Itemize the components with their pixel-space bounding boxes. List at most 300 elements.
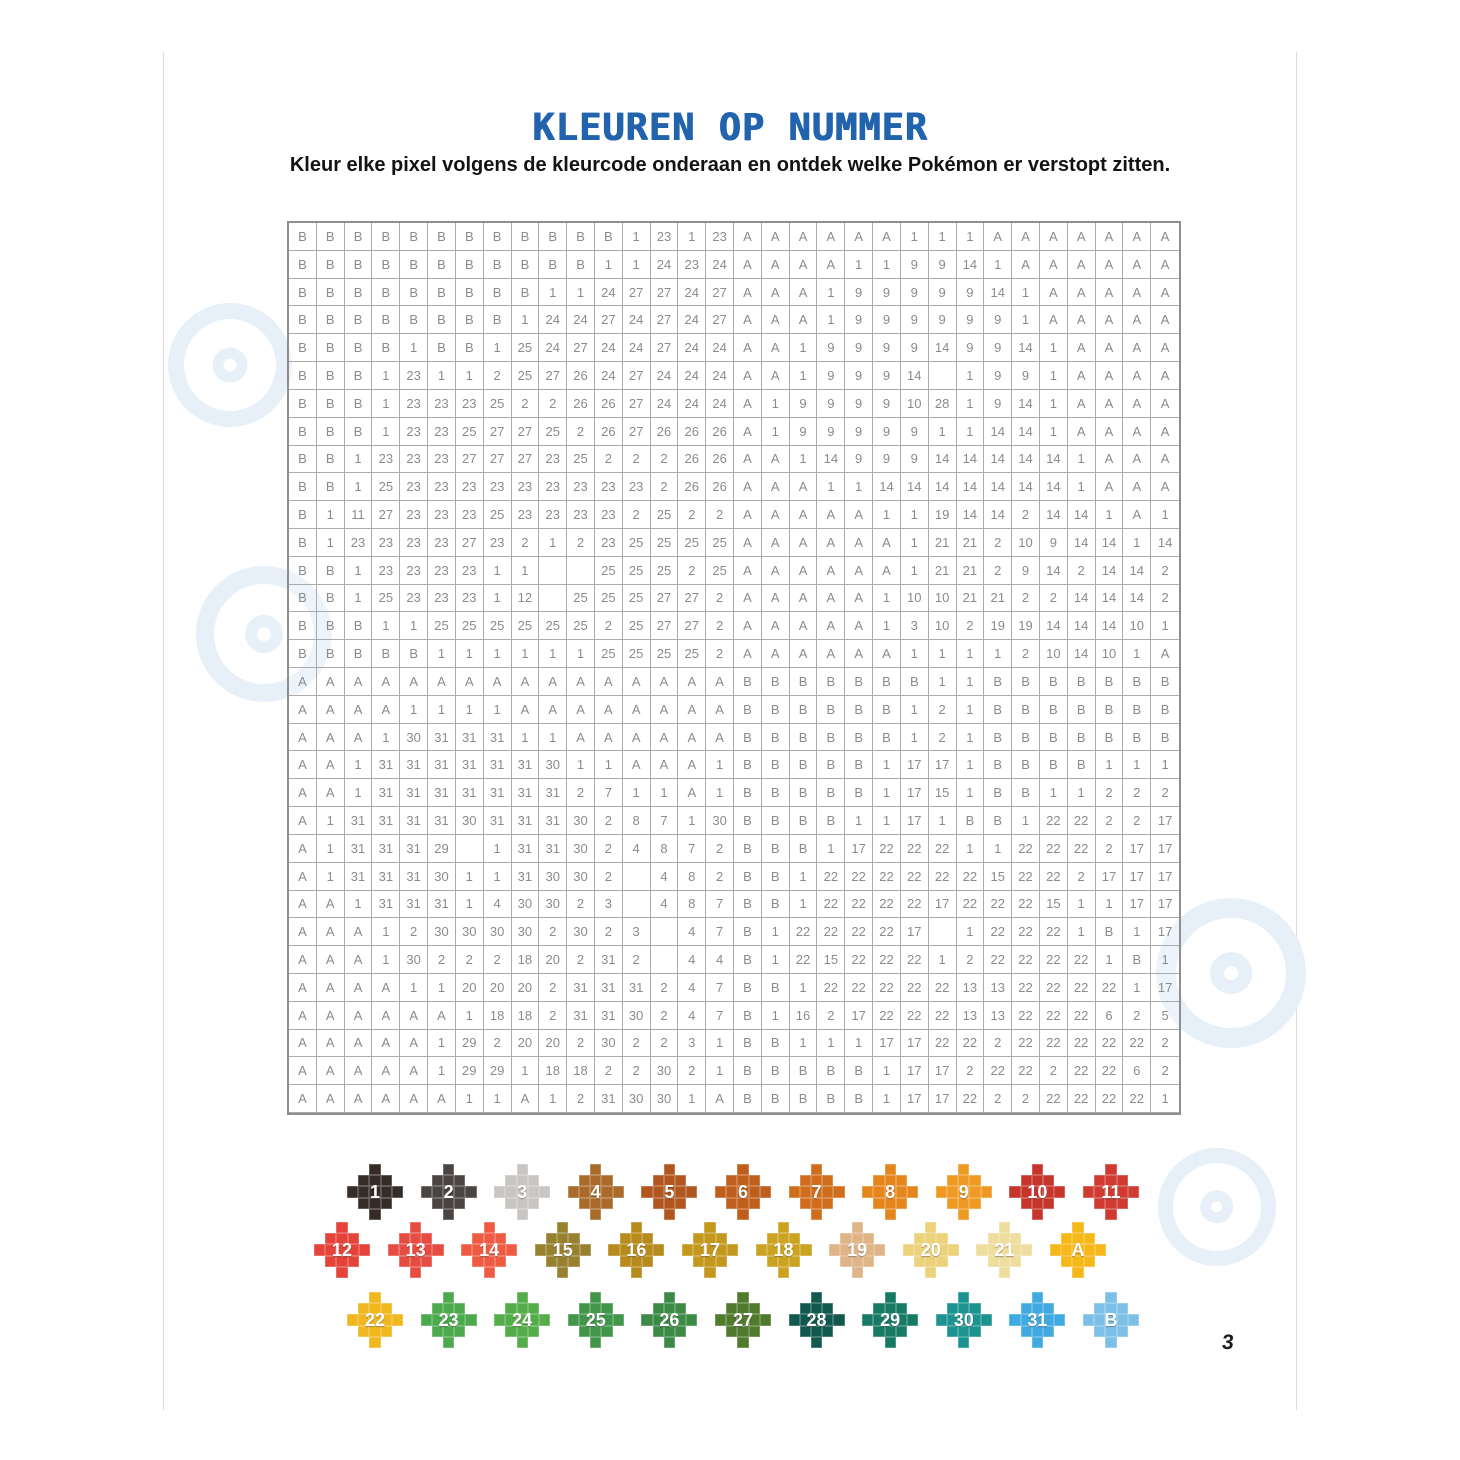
grid-cell[interactable]: 22	[845, 918, 873, 946]
grid-cell[interactable]: 23	[567, 501, 595, 529]
grid-cell[interactable]: 1	[957, 779, 985, 807]
grid-cell[interactable]: 25	[372, 473, 400, 501]
grid-cell[interactable]: 31	[512, 863, 540, 891]
grid-cell[interactable]: 27	[678, 612, 706, 640]
grid-cell[interactable]: 29	[484, 1057, 512, 1085]
grid-cell[interactable]: A	[762, 557, 790, 585]
grid-cell[interactable]: A	[317, 891, 345, 919]
grid-cell[interactable]: B	[1068, 668, 1096, 696]
grid-cell[interactable]: 1	[762, 390, 790, 418]
grid-cell[interactable]: 2	[651, 974, 679, 1002]
grid-cell[interactable]: 31	[428, 891, 456, 919]
grid-cell[interactable]: 1	[845, 1030, 873, 1058]
grid-cell[interactable]: 9	[984, 306, 1012, 334]
grid-cell[interactable]: 2	[1040, 1057, 1068, 1085]
grid-cell[interactable]: 9	[845, 306, 873, 334]
grid-cell[interactable]: 22	[1040, 807, 1068, 835]
grid-cell[interactable]: 31	[484, 779, 512, 807]
grid-cell[interactable]: 1	[957, 418, 985, 446]
grid-cell[interactable]: A	[762, 640, 790, 668]
grid-cell[interactable]: 2	[651, 1030, 679, 1058]
grid-cell[interactable]: 1	[957, 362, 985, 390]
grid-cell[interactable]: B	[456, 251, 484, 279]
grid-cell[interactable]: 1	[512, 1057, 540, 1085]
grid-cell[interactable]: 22	[929, 1002, 957, 1030]
grid-cell[interactable]: 31	[345, 835, 373, 863]
grid-cell[interactable]: 1	[428, 1057, 456, 1085]
grid-cell[interactable]: 1	[372, 918, 400, 946]
grid-cell[interactable]: 31	[539, 835, 567, 863]
grid-cell[interactable]: 1	[1096, 751, 1124, 779]
grid-cell[interactable]: B	[790, 668, 818, 696]
grid-cell[interactable]: 27	[623, 279, 651, 307]
grid-cell[interactable]: B	[400, 223, 428, 251]
grid-cell[interactable]: B	[289, 251, 317, 279]
grid-cell[interactable]: 22	[1040, 1030, 1068, 1058]
grid-cell[interactable]: B	[456, 334, 484, 362]
grid-cell[interactable]: 22	[1040, 863, 1068, 891]
grid-cell[interactable]: A	[790, 501, 818, 529]
grid-cell[interactable]: 30	[539, 863, 567, 891]
grid-cell[interactable]: A	[1123, 418, 1151, 446]
grid-cell[interactable]: A	[790, 612, 818, 640]
grid-cell[interactable]: A	[734, 612, 762, 640]
grid-cell[interactable]: 2	[567, 529, 595, 557]
grid-cell[interactable]: 1	[1096, 946, 1124, 974]
grid-cell[interactable]: 25	[651, 557, 679, 585]
legend-swatch-22[interactable]	[347, 1292, 403, 1348]
grid-cell[interactable]: A	[845, 612, 873, 640]
grid-cell[interactable]: A	[1068, 223, 1096, 251]
grid-cell[interactable]: 23	[595, 473, 623, 501]
grid-cell[interactable]: A	[428, 1002, 456, 1030]
grid-cell[interactable]: A	[1040, 223, 1068, 251]
grid-cell[interactable]: 14	[929, 446, 957, 474]
grid-cell[interactable]: B	[289, 279, 317, 307]
grid-cell[interactable]: 14	[984, 501, 1012, 529]
grid-cell[interactable]: A	[317, 1085, 345, 1113]
grid-cell[interactable]: 11	[345, 501, 373, 529]
grid-cell[interactable]: 1	[1040, 390, 1068, 418]
grid-cell[interactable]: 13	[984, 1002, 1012, 1030]
grid-cell[interactable]: 22	[873, 918, 901, 946]
legend-swatch-1[interactable]	[347, 1164, 403, 1220]
grid-cell[interactable]: 1	[929, 640, 957, 668]
grid-cell[interactable]: 14	[1040, 557, 1068, 585]
legend-swatch-31[interactable]	[1009, 1292, 1065, 1348]
grid-cell[interactable]: A	[400, 668, 428, 696]
grid-cell[interactable]: 1	[651, 779, 679, 807]
grid-cell[interactable]: B	[345, 362, 373, 390]
grid-cell[interactable]: B	[317, 251, 345, 279]
grid-cell[interactable]: 27	[651, 585, 679, 613]
grid-cell[interactable]: 24	[706, 251, 734, 279]
legend-swatch-23[interactable]	[421, 1292, 477, 1348]
grid-cell[interactable]: 23	[400, 529, 428, 557]
grid-cell[interactable]: B	[539, 223, 567, 251]
grid-cell[interactable]: 22	[873, 974, 901, 1002]
grid-cell[interactable]: 25	[623, 557, 651, 585]
grid-cell[interactable]: B	[1012, 696, 1040, 724]
grid-cell[interactable]: 21	[957, 529, 985, 557]
grid-cell[interactable]: 9	[845, 334, 873, 362]
grid-cell[interactable]: A	[289, 1057, 317, 1085]
grid-cell[interactable]: B	[790, 1085, 818, 1113]
grid-cell[interactable]: A	[345, 1030, 373, 1058]
grid-cell[interactable]: B	[289, 501, 317, 529]
grid-cell[interactable]: 27	[456, 446, 484, 474]
grid-cell[interactable]: A	[651, 724, 679, 752]
grid-cell[interactable]: 2	[1040, 585, 1068, 613]
grid-cell[interactable]: 2	[428, 946, 456, 974]
grid-cell[interactable]: A	[623, 696, 651, 724]
grid-cell[interactable]: B	[372, 306, 400, 334]
grid-cell[interactable]: 1	[1123, 918, 1151, 946]
grid-cell[interactable]: 17	[1151, 807, 1179, 835]
grid-cell[interactable]: A	[762, 612, 790, 640]
grid-cell[interactable]: 31	[428, 807, 456, 835]
grid-cell[interactable]: 24	[595, 279, 623, 307]
grid-cell[interactable]: 14	[984, 446, 1012, 474]
grid-cell[interactable]: 17	[901, 1057, 929, 1085]
grid-cell[interactable]: A	[817, 612, 845, 640]
grid-cell[interactable]: 27	[706, 279, 734, 307]
grid-cell[interactable]: 31	[372, 863, 400, 891]
grid-cell[interactable]: A	[1012, 251, 1040, 279]
grid-cell[interactable]: A	[289, 696, 317, 724]
legend-swatch-B[interactable]	[1083, 1292, 1139, 1348]
grid-cell[interactable]: A	[706, 696, 734, 724]
grid-cell[interactable]: 1	[484, 334, 512, 362]
grid-cell[interactable]: 1	[678, 807, 706, 835]
grid-cell[interactable]: 23	[400, 585, 428, 613]
grid-cell[interactable]: B	[317, 612, 345, 640]
grid-cell[interactable]: 22	[957, 891, 985, 919]
grid-cell[interactable]: A	[790, 529, 818, 557]
grid-cell[interactable]: 9	[957, 279, 985, 307]
grid-cell[interactable]: 17	[1151, 974, 1179, 1002]
grid-cell[interactable]: 1	[567, 640, 595, 668]
grid-cell[interactable]: 2	[567, 1085, 595, 1113]
grid-cell[interactable]: A	[817, 529, 845, 557]
grid-cell[interactable]: 24	[567, 306, 595, 334]
grid-cell[interactable]: 17	[901, 1030, 929, 1058]
grid-cell[interactable]: 9	[873, 362, 901, 390]
grid-cell[interactable]: 1	[1068, 446, 1096, 474]
grid-cell[interactable]: 27	[706, 306, 734, 334]
grid-cell[interactable]: 14	[1012, 334, 1040, 362]
grid-cell[interactable]: 24	[651, 251, 679, 279]
grid-cell[interactable]: 31	[400, 835, 428, 863]
grid-cell[interactable]: 9	[845, 446, 873, 474]
grid-cell[interactable]: 26	[706, 418, 734, 446]
grid-cell[interactable]: 25	[456, 612, 484, 640]
grid-cell[interactable]: 1	[512, 306, 540, 334]
grid-cell[interactable]: 9	[901, 279, 929, 307]
grid-cell[interactable]: 13	[957, 1002, 985, 1030]
grid-cell[interactable]: 14	[1040, 612, 1068, 640]
grid-cell[interactable]: A	[790, 279, 818, 307]
grid-cell[interactable]: 22	[929, 1030, 957, 1058]
grid-cell[interactable]: B	[817, 724, 845, 752]
grid-cell[interactable]: 1	[539, 529, 567, 557]
grid-cell[interactable]: 31	[372, 807, 400, 835]
grid-cell[interactable]: B	[289, 585, 317, 613]
legend-swatch-11[interactable]	[1083, 1164, 1139, 1220]
grid-cell[interactable]: 25	[623, 612, 651, 640]
grid-cell[interactable]: 9	[817, 418, 845, 446]
grid-cell[interactable]: 1	[595, 751, 623, 779]
grid-cell[interactable]: 25	[678, 640, 706, 668]
grid-cell[interactable]: A	[762, 223, 790, 251]
grid-cell[interactable]: 14	[957, 251, 985, 279]
grid-cell[interactable]: 30	[567, 835, 595, 863]
grid-cell[interactable]: B	[289, 473, 317, 501]
grid-cell[interactable]: 1	[539, 1085, 567, 1113]
grid-cell[interactable]: 2	[595, 807, 623, 835]
grid-cell[interactable]: 14	[1068, 640, 1096, 668]
grid-cell[interactable]: 1	[957, 668, 985, 696]
grid-cell[interactable]: B	[734, 891, 762, 919]
grid-cell[interactable]: A	[734, 362, 762, 390]
grid-cell[interactable]: B	[873, 696, 901, 724]
grid-cell[interactable]: A	[567, 696, 595, 724]
grid-cell[interactable]: 9	[817, 334, 845, 362]
grid-cell[interactable]: B	[317, 334, 345, 362]
grid-cell[interactable]: A	[762, 334, 790, 362]
grid-cell[interactable]: A	[762, 251, 790, 279]
grid-cell[interactable]: B	[873, 724, 901, 752]
grid-cell[interactable]: 22	[1040, 835, 1068, 863]
grid-cell[interactable]: 27	[623, 390, 651, 418]
grid-cell[interactable]: 17	[901, 918, 929, 946]
grid-cell[interactable]: 2	[539, 918, 567, 946]
grid-cell[interactable]: 2	[929, 724, 957, 752]
grid-cell[interactable]: A	[762, 529, 790, 557]
grid-cell[interactable]: A	[817, 640, 845, 668]
grid-cell[interactable]: 22	[817, 974, 845, 1002]
grid-cell[interactable]: 14	[1012, 390, 1040, 418]
grid-cell[interactable]: 30	[456, 918, 484, 946]
grid-cell[interactable]: 1	[456, 640, 484, 668]
grid-cell[interactable]: 27	[539, 362, 567, 390]
grid-cell[interactable]: 22	[984, 946, 1012, 974]
grid-cell[interactable]: 23	[428, 446, 456, 474]
grid-cell[interactable]: 22	[1040, 946, 1068, 974]
grid-cell[interactable]: B	[456, 223, 484, 251]
grid-cell[interactable]: 10	[1012, 529, 1040, 557]
grid-cell[interactable]: 2	[567, 1030, 595, 1058]
grid-cell[interactable]: 23	[428, 418, 456, 446]
legend-swatch-10[interactable]	[1009, 1164, 1065, 1220]
grid-cell[interactable]: 9	[845, 418, 873, 446]
legend-swatch-21[interactable]	[976, 1222, 1032, 1278]
grid-cell[interactable]: 27	[651, 279, 679, 307]
grid-cell[interactable]: 2	[651, 473, 679, 501]
grid-cell[interactable]: 4	[651, 891, 679, 919]
grid-cell[interactable]: 31	[428, 779, 456, 807]
grid-cell[interactable]: B	[428, 251, 456, 279]
grid-cell[interactable]: 31	[567, 974, 595, 1002]
grid-cell[interactable]: 17	[929, 1057, 957, 1085]
grid-cell[interactable]: 25	[595, 557, 623, 585]
grid-cell[interactable]: 1	[400, 612, 428, 640]
grid-cell[interactable]: 27	[512, 446, 540, 474]
grid-cell[interactable]: 26	[567, 390, 595, 418]
grid-cell[interactable]: 2	[1012, 640, 1040, 668]
grid-cell[interactable]: B	[317, 223, 345, 251]
grid-cell[interactable]: A	[345, 1057, 373, 1085]
legend-swatch-25[interactable]	[568, 1292, 624, 1348]
grid-cell[interactable]: 2	[984, 1085, 1012, 1113]
grid-cell[interactable]: 27	[372, 501, 400, 529]
grid-cell[interactable]: 25	[651, 640, 679, 668]
grid-cell[interactable]: 22	[845, 946, 873, 974]
grid-cell[interactable]: 24	[678, 279, 706, 307]
grid-cell[interactable]: B	[734, 1002, 762, 1030]
grid-cell[interactable]: 2	[1123, 1002, 1151, 1030]
grid-cell[interactable]: 1	[428, 362, 456, 390]
grid-cell[interactable]: A	[1123, 501, 1151, 529]
grid-cell[interactable]: B	[567, 251, 595, 279]
grid-cell[interactable]: A	[289, 779, 317, 807]
grid-cell[interactable]: 20	[539, 946, 567, 974]
grid-cell[interactable]: A	[734, 473, 762, 501]
grid-cell[interactable]: A	[762, 279, 790, 307]
grid-cell[interactable]: 1	[678, 1085, 706, 1113]
grid-cell[interactable]: A	[372, 696, 400, 724]
grid-cell[interactable]: B	[984, 779, 1012, 807]
grid-cell[interactable]: B	[790, 696, 818, 724]
grid-cell[interactable]: 9	[845, 279, 873, 307]
grid-cell[interactable]: 31	[567, 1002, 595, 1030]
legend-swatch-12[interactable]	[314, 1222, 370, 1278]
grid-cell[interactable]: 1	[957, 918, 985, 946]
grid-cell[interactable]: B	[984, 696, 1012, 724]
grid-cell[interactable]: A	[289, 891, 317, 919]
grid-cell[interactable]: A	[873, 223, 901, 251]
grid-cell[interactable]: 22	[1040, 974, 1068, 1002]
grid-cell[interactable]: 1	[873, 612, 901, 640]
grid-cell[interactable]: B	[317, 418, 345, 446]
grid-cell[interactable]: 2	[567, 891, 595, 919]
grid-cell[interactable]: 2	[1096, 779, 1124, 807]
grid-cell[interactable]: 1	[623, 223, 651, 251]
grid-cell[interactable]: 2	[678, 1057, 706, 1085]
grid-cell[interactable]: A	[567, 668, 595, 696]
grid-cell[interactable]: 2	[1068, 557, 1096, 585]
grid-cell[interactable]: 22	[845, 974, 873, 1002]
grid-cell[interactable]: 23	[428, 501, 456, 529]
grid-cell[interactable]: 30	[512, 891, 540, 919]
grid-cell[interactable]: B	[317, 390, 345, 418]
grid-cell[interactable]: 1	[957, 696, 985, 724]
grid-cell[interactable]: 1	[762, 946, 790, 974]
grid-cell[interactable]: 1	[957, 724, 985, 752]
grid-cell[interactable]: B	[1040, 668, 1068, 696]
legend-swatch-17[interactable]	[682, 1222, 738, 1278]
grid-cell[interactable]: 22	[929, 863, 957, 891]
grid-cell[interactable]: 4	[706, 946, 734, 974]
grid-cell[interactable]: 17	[901, 751, 929, 779]
grid-cell[interactable]: 23	[400, 446, 428, 474]
grid-cell[interactable]: B	[345, 612, 373, 640]
grid-cell[interactable]: 22	[817, 918, 845, 946]
grid-cell[interactable]: A	[790, 585, 818, 613]
grid-cell[interactable]: 1	[817, 473, 845, 501]
grid-cell[interactable]: 2	[817, 1002, 845, 1030]
grid-cell[interactable]: 1	[678, 223, 706, 251]
grid-cell[interactable]: A	[678, 724, 706, 752]
grid-cell[interactable]: A	[345, 974, 373, 1002]
grid-cell[interactable]: 9	[901, 446, 929, 474]
grid-cell[interactable]: 1	[957, 751, 985, 779]
grid-cell[interactable]: 9	[1012, 362, 1040, 390]
grid-cell[interactable]: 17	[1151, 918, 1179, 946]
grid-cell[interactable]: A	[289, 668, 317, 696]
grid-cell[interactable]: 1	[1040, 334, 1068, 362]
grid-cell[interactable]: A	[1068, 390, 1096, 418]
grid-cell[interactable]: 21	[929, 557, 957, 585]
grid-cell[interactable]: 1	[1151, 751, 1179, 779]
grid-cell[interactable]: 24	[595, 362, 623, 390]
grid-cell[interactable]: 30	[651, 1085, 679, 1113]
grid-cell[interactable]: A	[762, 306, 790, 334]
grid-cell[interactable]: A	[1068, 251, 1096, 279]
grid-cell[interactable]: B	[762, 974, 790, 1002]
grid-cell[interactable]: B	[512, 223, 540, 251]
grid-cell[interactable]: 2	[706, 585, 734, 613]
grid-cell[interactable]: 23	[456, 557, 484, 585]
grid-cell[interactable]: 31	[400, 779, 428, 807]
grid-cell[interactable]: A	[512, 1085, 540, 1113]
grid-cell[interactable]: B	[817, 668, 845, 696]
grid-cell[interactable]: 22	[1068, 1057, 1096, 1085]
grid-cell[interactable]: 1	[873, 751, 901, 779]
grid-cell[interactable]: B	[984, 807, 1012, 835]
grid-cell[interactable]: 1	[1068, 473, 1096, 501]
grid-cell[interactable]: 2	[678, 501, 706, 529]
grid-cell[interactable]: A	[289, 863, 317, 891]
grid-cell[interactable]: A	[1151, 223, 1179, 251]
grid-cell[interactable]: 31	[456, 724, 484, 752]
grid-cell[interactable]: 27	[651, 612, 679, 640]
grid-cell[interactable]: 1	[400, 696, 428, 724]
grid-cell[interactable]: 23	[400, 418, 428, 446]
grid-cell[interactable]: A	[400, 1030, 428, 1058]
grid-cell[interactable]: A	[762, 585, 790, 613]
grid-cell[interactable]: A	[845, 529, 873, 557]
grid-cell[interactable]: B	[817, 779, 845, 807]
grid-cell[interactable]: 2	[957, 612, 985, 640]
grid-cell[interactable]: 31	[428, 724, 456, 752]
grid-cell[interactable]: 24	[623, 334, 651, 362]
grid-cell[interactable]: 23	[706, 223, 734, 251]
grid-cell[interactable]: 23	[428, 585, 456, 613]
grid-cell[interactable]: 9	[901, 251, 929, 279]
grid-cell[interactable]: 1	[345, 585, 373, 613]
grid-cell[interactable]: 1	[790, 974, 818, 1002]
grid-cell[interactable]: 31	[345, 863, 373, 891]
grid-cell[interactable]: 1	[539, 640, 567, 668]
grid-cell[interactable]: 1	[845, 473, 873, 501]
grid-cell[interactable]: 22	[1012, 1002, 1040, 1030]
grid-cell[interactable]: 1	[790, 1030, 818, 1058]
grid-cell[interactable]: 31	[595, 1085, 623, 1113]
grid-cell[interactable]: 1	[790, 362, 818, 390]
grid-cell[interactable]: 26	[651, 418, 679, 446]
grid-cell[interactable]: 23	[428, 529, 456, 557]
